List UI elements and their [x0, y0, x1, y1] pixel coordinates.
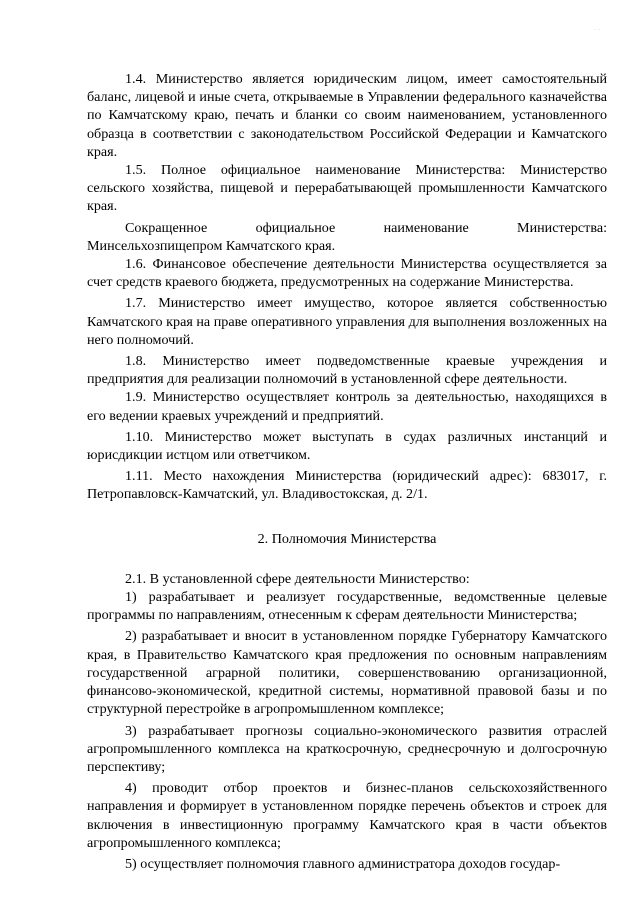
paragraph-short-name: Сокращенное официальное наименование Министерства: Минсельхозпищепром Камчатского края. [87, 219, 607, 254]
list-item-2: 2) разрабатывает и вносит в установленном порядке Губернатору Камчатского края, в Правительство Камчатского края предложения по основным направлениям государственной аграрной политики, совершенствованию организационной, финансово-экономической, кредитной системы, нормативной правовой базы и по структурной перестройке в агропромышленном комплексе; [87, 628, 607, 718]
paragraph-1-8: 1.8. Министерство имеет подведомственные краевые учреждения и предприятия для реализации полномочий в установленной сфере деятельности. [87, 353, 607, 388]
list-item-5: 5) осуществляет полномочия главного администратора доходов государ- [125, 855, 561, 872]
section-2 [87, 570, 607, 873]
list-item-4: 4) проводит отбор проектов и бизнес-планов сельскохозяйственного направления и формирует в установленном порядке перечень объектов и строек для включения в инвестиционную программу Камчатского края в части объектов агропромышленного комплекса; [87, 780, 607, 851]
list-item-1: 1) разрабатывает и реализует государственные, ведомственные целевые программы по направлениям, отнесенным к сферам деятельности Министерства; [87, 589, 607, 624]
paragraph-2-1: 2.1. В установленной сфере деятельности Министерство: [125, 570, 470, 587]
paragraph-1-6: 1.6. Финансовое обеспечение деятельности Министерства осуществляется за счет средств краевого бюджета, предусмотренных на содержание Министерства. [87, 256, 607, 291]
page-corner-mark: · · [594, 27, 600, 34]
section-1 [87, 70, 607, 504]
section-2-heading: 2. Полномочия Министерства [257, 530, 437, 547]
paragraph-1-11: 1.11. Место нахождения Министерства (юридический адрес): 683017, г. Петропавловск-Камчатский, ул. Владивостокская, д. 2/1. [87, 468, 607, 503]
list-item-3: 3) разрабатывает прогнозы социально-экономического развития отраслей агропромышленного комплекса на краткосрочную, среднесрочную и долгосрочную перспективу; [87, 722, 607, 775]
paragraph-1-10: 1.10. Министерство может выступать в судах различных инстанций и юрисдикции истцом или ответчиком. [87, 428, 607, 464]
paragraph-1-7: 1.7. Министерство имеет имущество, которое является собственностью Камчатского края на праве оперативного управления для выполнения возложенных на него полномочий. [87, 295, 607, 348]
paragraph-1-4: 1.4. Министерство является юридическим лицом, имеет самостоятельный баланс, лицевой и иные счета, открываемые в Управлении федерального казначейства по Камчатскому краю, печать и бланки со своим наименованием, установленного образца в соответствии с законодательством Российской Федерации и Камчатского края. [87, 71, 607, 160]
paragraph-1-5: 1.5. Полное официальное наименование Министерства: Министерство сельского хозяйства, пищевой и перерабатывающей промышленности Камчатского края. [87, 162, 607, 215]
document-page [87, 70, 607, 873]
paragraph-1-9: 1.9. Министерство осуществляет контроль за деятельностью, находящихся в его ведении краевых учреждений и предприятий. [87, 389, 607, 424]
